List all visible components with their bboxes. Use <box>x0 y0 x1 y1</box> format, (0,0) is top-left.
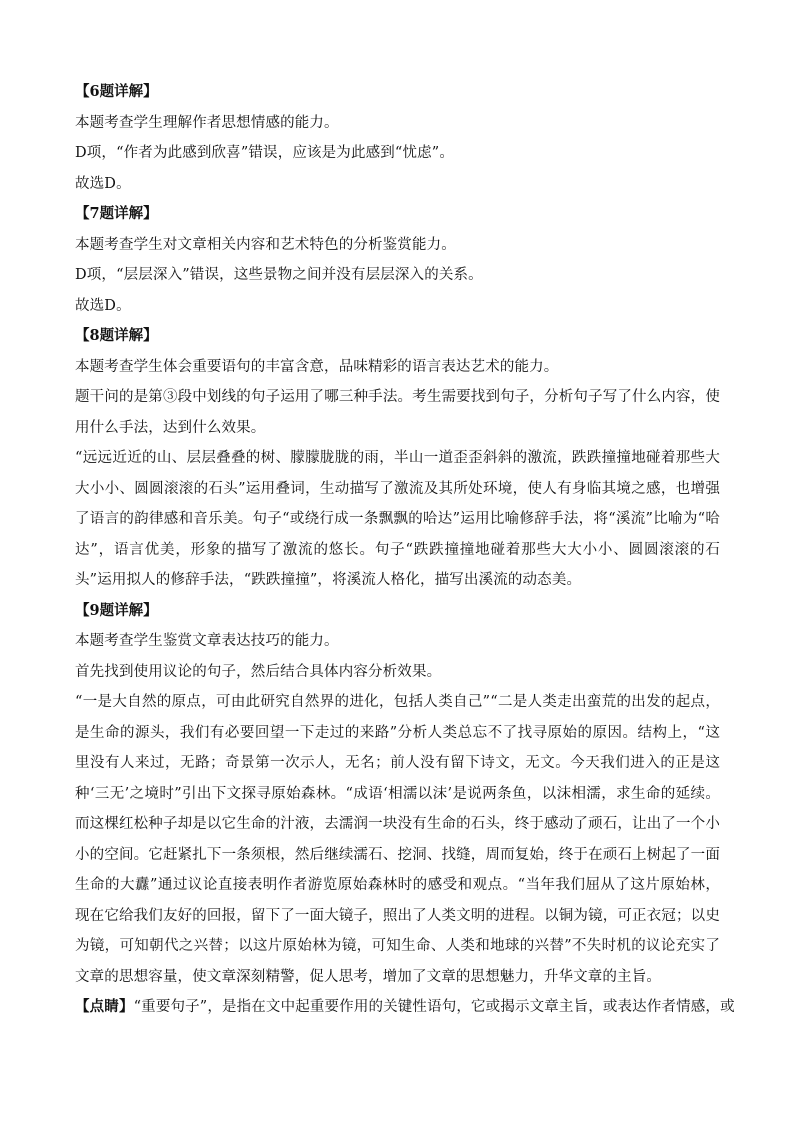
section-heading-9: 【9题详解】 <box>75 601 158 619</box>
comment-label: 【点睛】 <box>75 998 134 1015</box>
section-heading-8: 【8题详解】 <box>75 327 158 344</box>
section-6-paragraph-2: D项，“作者为此感到欣喜”错误，应该是为此感到“忧虑”。 <box>75 145 454 161</box>
section-9-paragraph-3: “一是大自然的原点，可由此研究自然界的进化，包括人类自己”“二是人类走出蛮荒的出发的起点，是生命的源头，我们有必要回望一下走过的来路”分析人类总忘不了找寻原始的原因。结构上，“这里没有人来过，无路；奇景第一次示人，无名；前人没有留下诗文，无文。今天我们进入的正是这种‘三无’之境时”引出下文探寻原始森林。“成语‘相濡以沫’是说两条鱼，以沫相濡，求生命的延续。而这棵红松种子却是以它生命的汁液，去濡润一块没有生命的石头，终于感动了顽石，让出了一个小小的空间。它赶紧扎下一条须根，然后继续濡石、挖洞、找缝，周而复始，终于在顽石上树起了一面生命的大纛”通过议论直接表明作者游览原始森林时的感受和观点。“当年我们屈从了这片原始林，现在它给我们友好的回报，留下了一面大镜子，照出了人类文明的进程。以铜为镜，可正衣冠；以史为镜，可知朝代之兴替；以这片原始林为镜，可知生命、人类和地球的兴替”不失时机的议论充实了文章的思想容量，使文章深刻精警，促人思考，增加了文章的思想魅力，升华文章的主旨。 <box>75 694 720 985</box>
section-6-paragraph-1: 本题考查学生理解作者思想情感的能力。 <box>75 114 339 131</box>
document-body <box>75 77 735 1023</box>
section-9-paragraph-2: 首先找到使用议论的句子，然后结合具体内容分析效果。 <box>75 663 442 680</box>
section-8-paragraph-3: “远远近近的山、层层叠叠的树、朦朦胧胧的雨，半山一道歪歪斜斜的激流，跌跌撞撞地碰着那些大大小小、圆圆滚滚的石头”运用叠词，生动描写了激流及其所处环境，使人有身临其境之感，也增强了语言的韵律感和音乐美。句子“或绕行成一条飘飘的哈达”运用比喻修辞手法，将“溪流”比喻为“哈达”，语言优美，形象的描写了激流的悠长。句子“跌跌撞撞地碰着那些大大小小、圆圆滚滚的石头”运用拟人的修辞手法，“跌跌撞撞”，将溪流人格化，描写出溪流的动态美。 <box>75 450 720 588</box>
section-6-paragraph-3: 故选D。 <box>75 175 131 192</box>
section-heading-6: 【6题详解】 <box>75 83 158 100</box>
comment-paragraph <box>75 992 735 1023</box>
section-7-paragraph-2: D项，“层层深入”错误，这些景物之间并没有层层深入的关系。 <box>75 267 483 283</box>
section-heading-7: 【7题详解】 <box>75 205 158 222</box>
section-8-paragraph-1: 本题考查学生体会重要语句的丰富含意，品味精彩的语言表达艺术的能力。 <box>75 358 559 375</box>
section-7-paragraph-3: 故选D。 <box>75 297 131 314</box>
section-9-paragraph-1: 本题考查学生鉴赏文章表达技巧的能力。 <box>75 633 339 649</box>
section-7-paragraph-1: 本题考查学生对文章相关内容和艺术特色的分析鉴赏能力。 <box>75 236 456 253</box>
section-8-paragraph-2: 题干问的是第③段中划线的句子运用了哪三种手法。考生需要找到句子，分析句子写了什么内容，使用什么手法，达到什么效果。 <box>75 389 720 436</box>
comment-text: “重要句子”，是指在文中起重要作用的关键性语句，它或揭示文章主旨，或表达作者情感，或 <box>133 999 735 1015</box>
